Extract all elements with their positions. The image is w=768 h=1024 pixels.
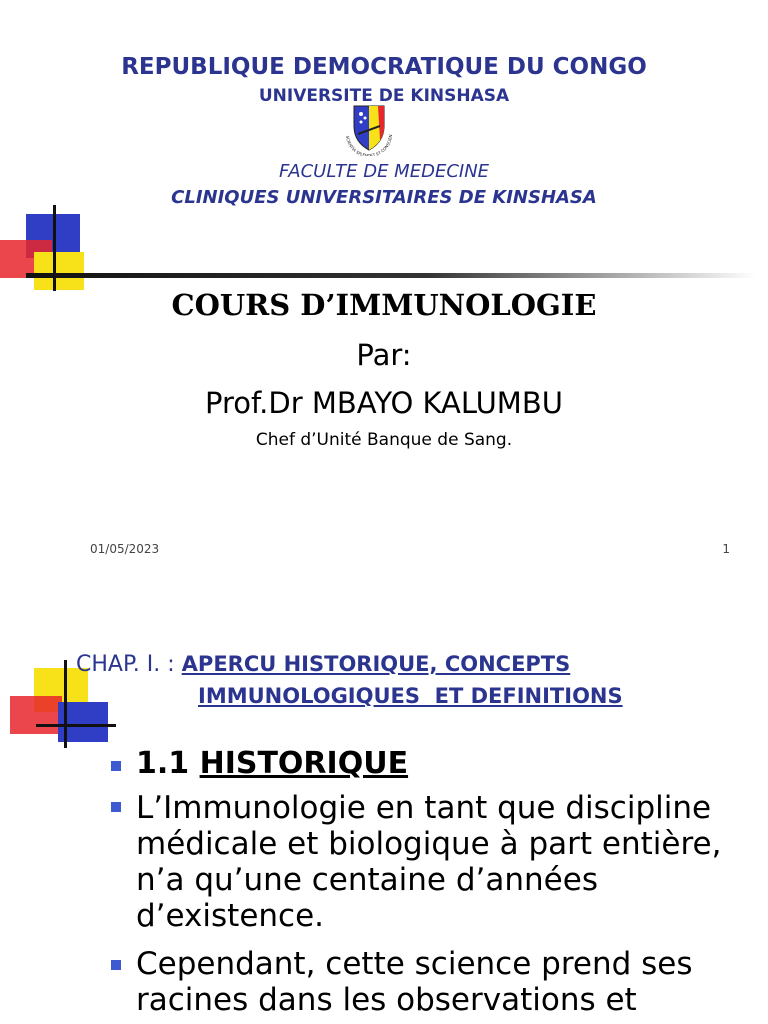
bullet-marker	[111, 802, 121, 812]
section-title: HISTORIQUE	[199, 746, 409, 781]
chapter-title-line2: IMMUNOLOGIQUES ET DEFINITIONS	[198, 684, 623, 708]
chapter-heading	[76, 652, 570, 677]
paragraph-1	[136, 790, 736, 934]
by-label: Par:	[356, 338, 412, 372]
paragraph-line: racines dans les observations et	[136, 982, 637, 1018]
paragraph-2	[136, 946, 736, 1018]
faculty-heading: FACULTE DE MEDECINE	[278, 161, 490, 182]
paragraph-line: Cependant, cette science prend ses	[136, 946, 693, 982]
professor-role: Chef d’Unité Banque de Sang.	[255, 430, 513, 450]
section-heading	[136, 746, 408, 781]
section-number: 1.1	[136, 746, 200, 781]
svg-text:SCIENTIA SPLENDET ET CONSCIENT: SCIENTIA SPLENDET ET CONSCIEN	[345, 134, 394, 156]
professor-name: Prof.Dr MBAYO KALUMBU	[205, 386, 563, 420]
title-divider	[26, 273, 756, 278]
paragraph-line: n’a qu’une centaine d’années	[136, 862, 598, 898]
paragraph-line: médicale et biologique à part entière,	[136, 826, 722, 862]
paragraph-line: L’Immunologie en tant que discipline	[136, 790, 712, 826]
content-slide	[0, 580, 768, 1024]
clinics-heading: CLINIQUES UNIVERSITAIRES DE KINSHASA	[171, 187, 597, 208]
slide-number: 1	[722, 542, 730, 556]
bullet-marker	[111, 761, 121, 771]
course-title: COURS D’IMMUNOLOGIE	[171, 288, 597, 322]
slide-date: 01/05/2023	[90, 542, 160, 556]
university-seal-logo	[338, 104, 400, 156]
university-heading: UNIVERSITE DE KINSHASA	[258, 86, 510, 106]
paragraph-line: d’existence.	[136, 898, 325, 934]
bullet-marker	[111, 960, 121, 970]
country-heading: REPUBLIQUE DEMOCRATIQUE DU CONGO	[121, 54, 647, 80]
chapter-prefix: CHAP. I. :	[76, 652, 182, 677]
chapter-title-line1: APERCU HISTORIQUE, CONCEPTS	[181, 652, 571, 676]
